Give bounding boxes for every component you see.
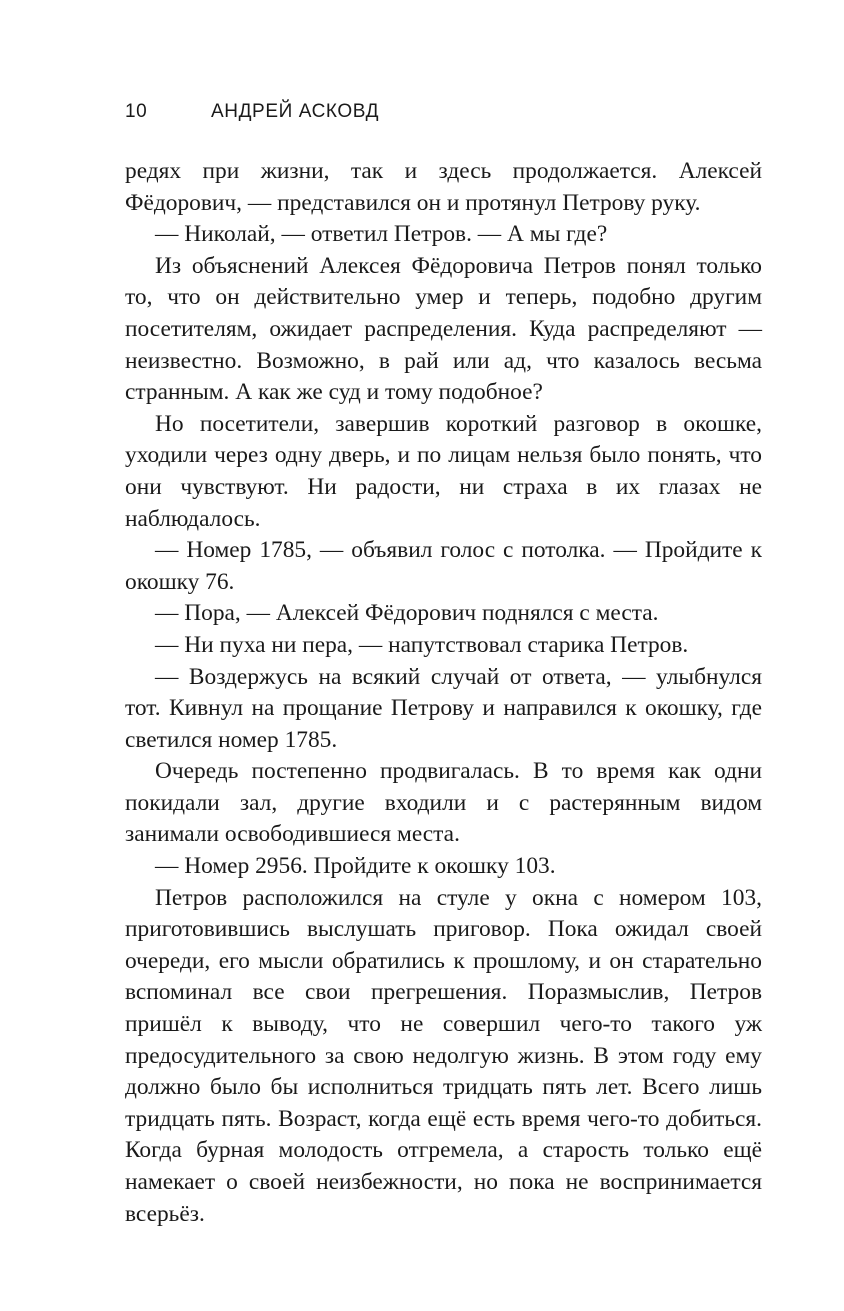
page-number: 10 xyxy=(125,101,148,122)
paragraph: Очередь постепенно продвигалась. В то время как одни покидали зал, другие входили и с растерянным видом занимали освободившиеся места. xyxy=(125,758,762,848)
paragraph: — Пора, — Алексей Фёдорович поднялся с места. xyxy=(155,600,659,627)
author-name: АНДРЕЙ АСКОВД xyxy=(211,101,380,122)
paragraph: Из объяснений Алексея Фёдоровича Петров понял только то, что он действительно умер и теперь, подобно другим посетителям, ожидает распределения. Куда распределяют — неизвестно. Возможно, в рай или ад, что казалось весьма странным. А как же суд и тому подобное? xyxy=(125,252,762,406)
paragraph: редях при жизни, так и здесь продолжается. Алексей Фёдорович, — представился он и протянул Петрову руку. xyxy=(125,158,762,216)
paragraph: — Ни пуха ни пера, — напутствовал старика Петров. xyxy=(155,631,689,658)
paragraph: — Номер 1785, — объявил голос с потолка. — Пройдите к окошку 76. xyxy=(125,537,762,595)
paragraph: — Николай, — ответил Петров. — А мы где? xyxy=(155,221,608,248)
paragraph: Петров расположился на стуле у окна с номером 103, приготовившись выслушать приговор. Пока ожидал своей очереди, его мысли обратились к прошлому, и он старательно вспоминал все свои прегрешения. Поразмыслив, Петров пришёл к выводу, что не совершил чего-то такого уж предосудительного за свою недолгую жизнь. В этом году ему должно было бы исполниться тридцать пять лет. Всего лишь тридцать пять. Возраст, когда ещё есть время чего-то добиться. Когда бурная молодость отгремела, а старость только ещё намекает о своей неизбежности, но пока не воспринимается всерьёз. xyxy=(125,884,762,1227)
paragraph: Но посетители, завершив короткий разговор в окошке, уходили через одну дверь, и по лицам нельзя было понять, что они чувствуют. Ни радости, ни страха в их глазах не наблюдалось. xyxy=(125,410,762,532)
paragraph: — Воздержусь на всякий случай от ответа, — улыбнулся тот. Кивнул на прощание Петрову и направился к окошку, где светился номер 1785. xyxy=(125,663,762,753)
paragraph: — Номер 2956. Пройдите к окошку 103. xyxy=(155,853,556,880)
body-text xyxy=(125,156,762,1230)
